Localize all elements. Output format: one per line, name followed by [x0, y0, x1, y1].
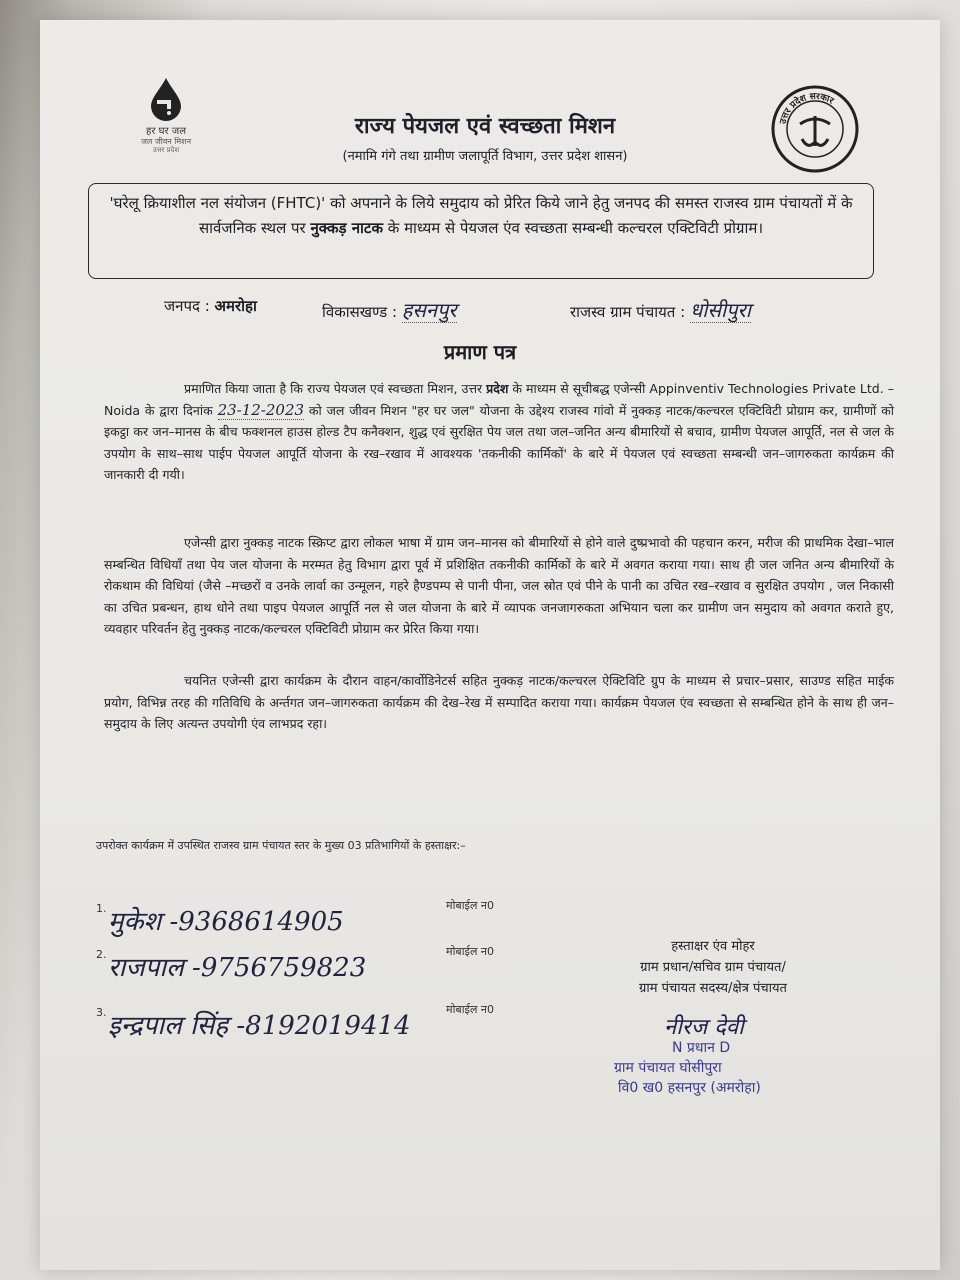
p2-text: एजेन्सी द्वारा नुक्कड़ नाटक स्क्रिप्ट द्वारा लोकल भाषा में ग्राम जन–मानस को बीमारियों से होने वाले दुष्प्रभावो की पहचान करन, मरीज की प्राथमिक देखा–भाल सम्बन्धित विधियाँ तथा पेय जल योजना के मरम्मत हेतु विभाग द्वारा पूर्व में प्रशिक्षित तकनीकी कार्मिकों के बारे में अवगत कराया गया। साथ ही जल जनित अन्य बीमारियों के रोकथाम की विधियां (जैसे –मच्छरों व उनके लार्वा का उन्मूलन, गहरे हैण्डपम्प से पानी पीना, जल स्रोत एवं पीने के पानी का उचित रख–रखाव व सुरक्षित उपयोग , जल निकासी का उचित प्रबन्धन, हाथ धोने तथा पाइप पेयजल आपूर्ति नल से जल योजना के बारे में व्यापक जनजागरुकता अभियान चला कर ग्रामीण जन समुदाय को अवगत कराते हुए, व्यवहार परिवर्तन हेतु नुक्कड़ नाटक/कल्चरल एक्टिविटी प्रोग्राम कर प्रेरित किया गया। [104, 535, 894, 636]
jal-jeevan-mission-logo [96, 76, 236, 166]
program-text-bold: नुक्कड़ नाटक [310, 219, 384, 237]
certificate-heading: प्रमाण पत्र [443, 340, 517, 364]
stamp-line-2: वि0 ख0 हसनपुर (अमरोहा) [618, 1080, 761, 1096]
pradhan-stamp [614, 1015, 814, 1098]
signatory-number: 1. [96, 902, 107, 915]
panchayat-field [570, 296, 751, 323]
mobile-label: मोबाईल न0 [446, 899, 495, 912]
paragraph-1 [104, 378, 894, 486]
panchayat-value: धोसीपुरा [689, 298, 751, 322]
mobile-label: मोबाईल न0 [446, 945, 495, 958]
district-label: जनपद : [164, 297, 210, 315]
participants-intro: उपरोक्त कार्यक्रम में उपस्थित राजस्व ग्राम पंचायत स्तर के मुख्य 03 प्रतिभागियों के हस्ताक्षर:– [96, 839, 466, 852]
water-drop-tap-icon [143, 76, 189, 122]
signatory-number: 2. [96, 948, 107, 961]
paragraph-3 [104, 670, 894, 735]
mobile-label: मोबाईल न0 [446, 1003, 495, 1016]
signatory-number: 3. [96, 1006, 107, 1019]
district-field [164, 296, 257, 316]
signatory-1 [96, 898, 516, 938]
authority-signature-block [598, 936, 828, 999]
signatory-entry: मुकेश -9368614905 [108, 907, 344, 937]
program-text-2: के माध्यम से पेयजल एंव स्वच्छता सम्बन्धी कल्चरल एक्टिविटी प्रोग्राम। [383, 219, 764, 237]
block-value: हसनपुर [401, 298, 457, 322]
signatory-2 [96, 944, 516, 984]
logo-caption-2: जल जीवन मिशन [140, 137, 192, 146]
p1-text-b: के माध्यम से सूचीबद्ध एजेन्सी Appinventiv Technologies Private Ltd. – Noida के द्वारा दिनांक [104, 381, 894, 418]
program-description-box [88, 183, 874, 279]
authority-line-3: ग्राम पंचायत सदस्य/क्षेत्र पंचायत [639, 981, 787, 996]
signatory-entry: राजपाल -9756759823 [108, 953, 367, 983]
signatory-entry: इन्द्रपाल सिंह -8192019414 [108, 1011, 411, 1041]
up-government-emblem [770, 84, 860, 174]
program-text-1: 'घरेलू क्रियाशील नल संयोजन (FHTC)' को अपनाने के लिये समुदाय को प्रेरित किये जाने हेतु जनपद की समस्त राजस्व ग्राम पंचायतों में के सार्वजनिक स्थल पर [109, 194, 853, 237]
signatory-3 [96, 1002, 516, 1042]
authority-line-1: हस्ताक्षर एंव मोहर [671, 939, 755, 954]
logo-caption-3: उत्तर प्रदेश [152, 146, 180, 154]
stamp-role: N प्रधान D [672, 1040, 731, 1056]
p1-bold: प्रदेश [486, 381, 509, 396]
paragraph-2 [104, 532, 894, 640]
p3-text: चयनित एजेन्सी द्वारा कार्यक्रम के दौरान वाहन/कार्वोडिनेटर्स सहित नुक्कड़ नाटक/कल्चरल ऐक्टिविटि ग्रुप के माध्यम से प्रचार–प्रसार, साउण्ड सहित माईक प्रयोग, विभिन्न तरह की गतिविधि के अर्न्तगत जन–जागरुकता कार्यक्रम की देख–रेख में सम्पादित कराया गया। कार्यक्रम पेयजल एंव स्वच्छता से सम्बन्धित होने के साथ ही जन–समुदाय के लिए अत्यन्त उपयोगी एंव लाभप्रद रहा। [104, 673, 894, 731]
district-value: अमरोहा [214, 297, 257, 315]
mission-title: राज्य पेयजल एवं स्वच्छता मिशन [354, 114, 616, 139]
authority-line-2: ग्राम प्रधान/सचिव ग्राम पंचायत/ [640, 960, 786, 975]
emblem-text: उत्तर प्रदेश सरकार [778, 91, 836, 126]
logo-caption-1: हर घर जल [146, 126, 186, 137]
p1-text-c: को जल जीवन मिशन "हर घर जल" योजना के उद्देश्य राजस्व गांवो में नुक्कड़ नाटक/कल्चरल एक्टिविटी प्रोग्राम कर, ग्रामीणों को इकट्ठा कर जन–मानस के बीच फक्शनल हाउस होल्ड टैप कनैक्शन, शुद्ध एवं सुरक्षित पेय जल तथा जल–जनित अन्य बीमारियों से बचाव, ग्रामीण पेयजल आपूर्ति, नल से जल के उपयोग के साथ–साथ पाईप पेयजल आपूर्ति योजना के रख–रखाव में आवश्यक 'तकनीकी कार्मिकों' के बारे में पेयजल एवं स्वच्छता सम्बन्धी जन–जागरुकता कार्यक्रम की जानकारी दी गयी। [104, 402, 894, 482]
stamp-line-1: ग्राम पंचायत घोसीपुरा [614, 1060, 722, 1076]
program-date: 23-12-2023 [217, 400, 305, 419]
panchayat-label: राजस्व ग्राम पंचायत : [570, 303, 686, 321]
block-label: विकासखण्ड : [322, 303, 398, 321]
block-field [322, 296, 457, 323]
mission-subtitle: (नमामि गंगे तथा ग्रामीण जलापूर्ति विभाग, उत्तर प्रदेश शासन) [342, 149, 628, 164]
p1-text-a: प्रमाणित किया जाता है कि राज्य पेयजल एवं स्वच्छता मिशन, उत्तर [184, 381, 487, 396]
pradhan-signature: नीरज देवी [664, 1015, 744, 1040]
